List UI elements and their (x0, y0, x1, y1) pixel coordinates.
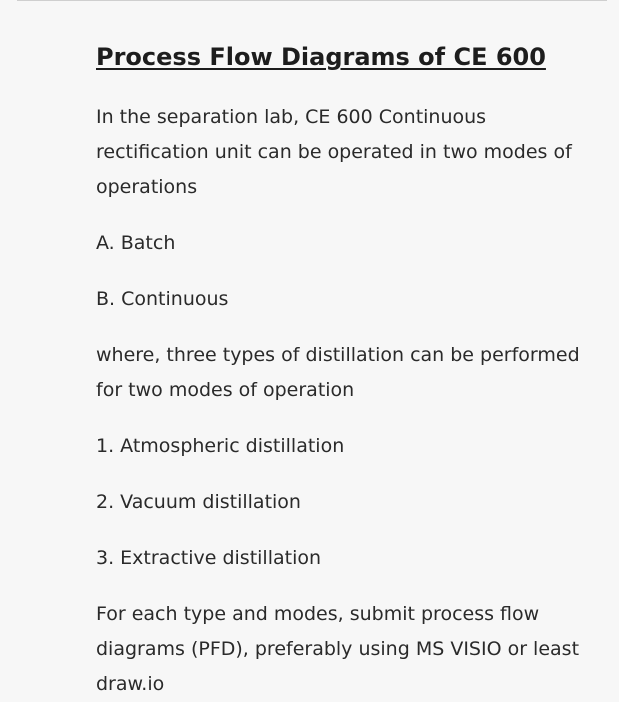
mode-item-continuous: B. Continuous (96, 288, 229, 310)
type-item-vacuum: 2. Vacuum distillation (96, 491, 301, 513)
type-item-extractive: 3. Extractive distillation (96, 547, 322, 569)
top-divider (17, 0, 607, 1)
intro-paragraph: In the separation lab, CE 600 Continuous rectification unit can be operated in two modes of operations (96, 106, 572, 198)
type-item-atmospheric: 1. Atmospheric distillation (96, 435, 345, 457)
instruction-paragraph: For each type and modes, submit process flow diagrams (PFD), preferably using MS VISIO or least draw.io (96, 603, 580, 695)
document-title: Process Flow Diagrams of CE 600 (96, 43, 546, 71)
mode-item-batch: A. Batch (96, 232, 176, 254)
document-body (96, 40, 601, 702)
types-intro-paragraph: where, three types of distillation can be performed for two modes of operation (96, 344, 580, 401)
